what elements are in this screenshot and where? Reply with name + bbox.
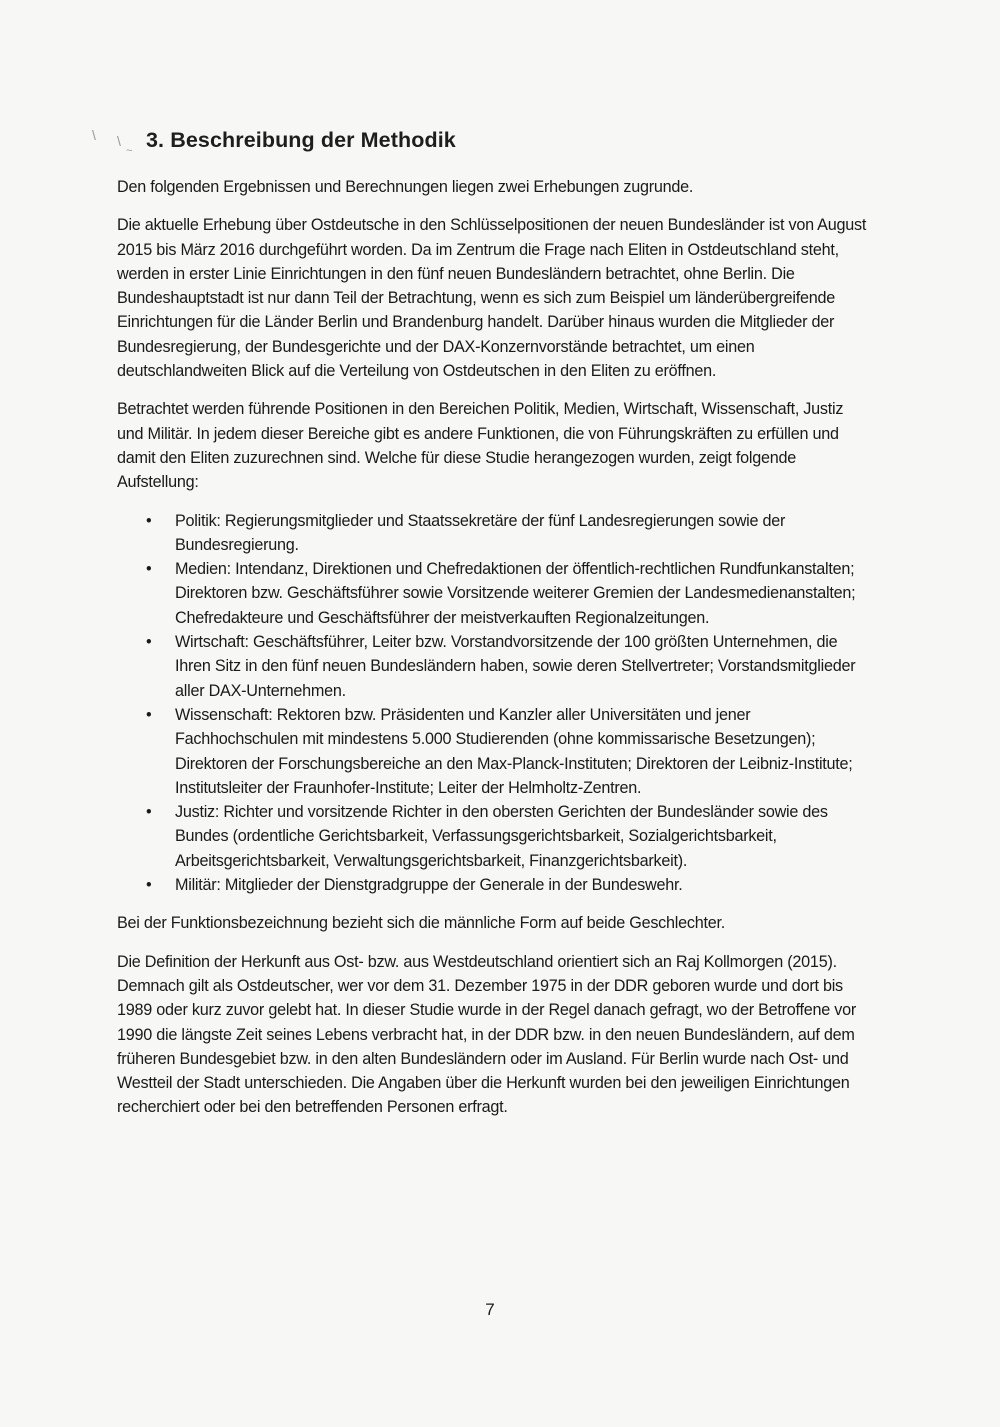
bullet: • xyxy=(146,803,152,822)
body-text xyxy=(117,175,867,1134)
list-item xyxy=(117,703,867,800)
list-item xyxy=(117,557,867,630)
list-item xyxy=(117,509,867,558)
list-item xyxy=(117,873,867,897)
intro-paragraph: Den folgenden Ergebnissen und Berechnungen liegen zwei Erhebungen zugrunde. xyxy=(117,178,694,196)
elite-sectors-list xyxy=(117,509,867,898)
bullet: • xyxy=(146,633,152,652)
bullet: • xyxy=(146,511,152,530)
list-item xyxy=(117,630,867,703)
list-item-text: Wissenschaft: Rektoren bzw. Präsidenten und Kanzler aller Universitäten und jener Fachhochschulen mit mindestens 5.000 Studierenden (ohne kommissarische Besetzungen); Direktoren der Forschungsbereiche an den Max-Planck-Instituten; Direktoren der Leibniz-Institute; Institutsleiter der Fraunhofer-Institute; Leiter der Helmholtz-Zentren. xyxy=(175,705,853,797)
scan-mark: ~ xyxy=(126,145,133,157)
scan-mark: \ xyxy=(92,127,96,143)
list-item-text: Politik: Regierungsmitglieder und Staatssekretäre der fünf Landesregierungen sowie der Bundesregierung. xyxy=(175,511,786,554)
positions-paragraph: Betrachtet werden führende Positionen in den Bereichen Politik, Medien, Wirtschaft, Wissenschaft, Justiz und Militär. In jedem dieser Bereiche gibt es andere Funktionen, die von Führungskräften zu erfüllen und damit den Eliten zuzurechnen sind. Welche für diese Studie herangezogen wurden, zeigt folgende Aufstellung: xyxy=(117,400,844,492)
gender-note-paragraph: Bei der Funktionsbezeichnung bezieht sich die männliche Form auf beide Geschlechter. xyxy=(117,914,725,933)
list-item-text: Wirtschaft: Geschäftsführer, Leiter bzw. Vorstandvorsitzende der 100 größten Unternehmen, die Ihren Sitz in den fünf neuen Bundesländern haben, sowie deren Stellvertreter; Vorstandsmitglieder aller DAX-Unternehmen. xyxy=(175,633,856,700)
scan-mark: \ xyxy=(117,133,121,149)
origin-definition-paragraph: Die Definition der Herkunft aus Ost- bzw. aus Westdeutschland orientiert sich an Raj Kollmorgen (2015). Demnach gilt als Ostdeutscher, wer vor dem 31. Dezember 1975 in der DDR geboren wurde und dort bis 1989 oder kurz zuvor gelebt hat. In dieser Studie wurde in der Regel danach gefragt, wo der Betroffene vor 1990 die längste Zeit seines Lebens verbracht hat, in der DDR bzw. in den neuen Bundesländern, auf dem früheren Bundesgebiet bzw. in den alten Bundesländern oder im Ausland. Für Berlin wurde nach Ost- und Westteil der Stadt unterschieden. Die Angaben über die Herkunft wurden bei den jeweiligen Einrichtungen recherchiert oder bei den betreffenden Personen erfragt. xyxy=(117,952,856,1117)
bullet: • xyxy=(146,876,152,895)
list-item-text: Militär: Mitglieder der Dienstgradgruppe der Generale in der Bundeswehr. xyxy=(175,876,683,895)
list-item-text: Medien: Intendanz, Direktionen und Chefredaktionen der öffentlich-rechtlichen Rundfunkanstalten; Direktoren bzw. Geschäftsführer sowie Vorsitzende weiterer Gremien der Landesmedienanstalten; Chefredakteure und Geschäftsführer der meistverkauften Regionalzeitungen. xyxy=(175,560,856,627)
bullet: • xyxy=(146,705,152,724)
survey-paragraph: Die aktuelle Erhebung über Ostdeutsche in den Schlüsselpositionen der neuen Bundesländer ist von August 2015 bis März 2016 durchgeführt worden. Da im Zentrum die Frage nach Eliten in Ostdeutschland steht, werden in erster Linie Einrichtungen in den fünf neuen Bundesländern betrachtet, ohne Berlin. Die Bundeshauptstadt ist nur dann Teil der Betrachtung, wenn es sich zum Beispiel um länderübergreifende Einrichtungen für die Länder Berlin und Brandenburg handelt. Darüber hinaus wurden die Mitglieder der Bundesregierung, der Bundesgerichte und der DAX-Konzernvorstände betrachtet, um einen deutschlandweiten Blick auf die Verteilung von Ostdeutschen in den Eliten zu eröffnen. xyxy=(117,216,867,381)
page-number: 7 xyxy=(485,1300,495,1319)
list-item-text: Justiz: Richter und vorsitzende Richter in den obersten Gerichten der Bundesländer sowie des Bundes (ordentliche Gerichtsbarkeit, Verfassungsgerichtsbarkeit, Sozialgerichtsbarkeit, Arbeitsgerichtsbarkeit, Verwaltungsgerichtsbarkeit, Finanzgerichtsbarkeit). xyxy=(175,803,828,870)
section-heading: 3. Beschreibung der Methodik xyxy=(146,128,456,152)
list-item xyxy=(117,800,867,873)
bullet: • xyxy=(146,560,152,579)
